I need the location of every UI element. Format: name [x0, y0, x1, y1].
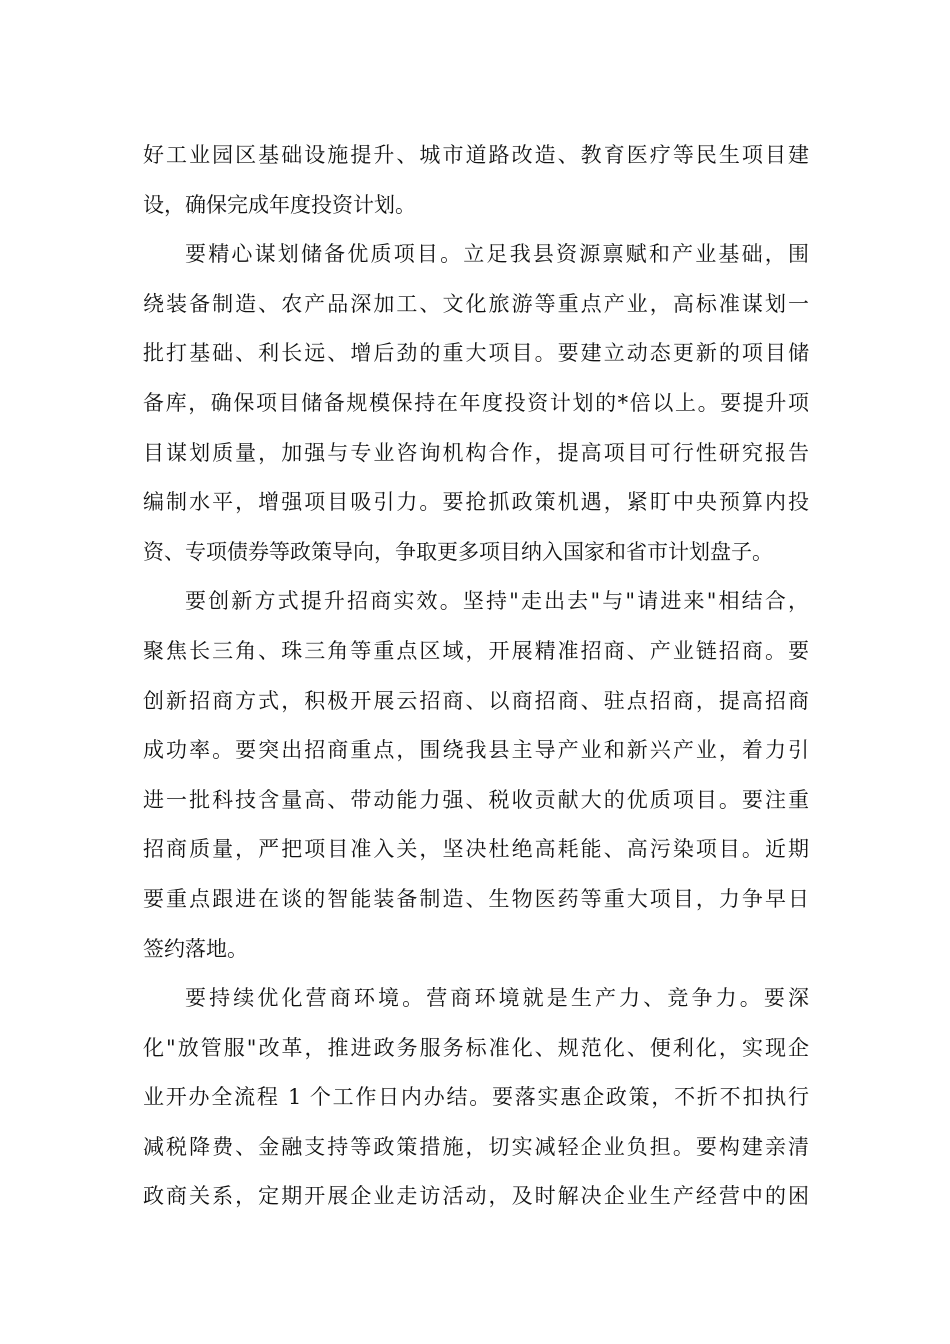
text-line: 聚焦长三角、珠三角等重点区域，开展精准招商、产业链招商。要	[143, 638, 809, 663]
text-line: 签约落地。	[143, 936, 248, 961]
text-line: 目谋划质量，加强与专业咨询机构合作，提高项目可行性研究报告	[143, 440, 809, 465]
text-line: 减税降费、金融支持等政策措施，切实减轻企业负担。要构建亲清	[143, 1134, 809, 1159]
text-line: 要重点跟进在谈的智能装备制造、生物医药等重大项目，力争早日	[143, 886, 809, 911]
text-line: 设，确保完成年度投资计划。	[143, 192, 416, 217]
text-line: 绕装备制造、农产品深加工、文化旅游等重点产业，高标准谋划一	[143, 291, 809, 316]
text-line: 要创新方式提升招商实效。坚持"走出去"与"请进来"相结合，	[185, 589, 809, 614]
text-line: 要持续优化营商环境。营商环境就是生产力、竞争力。要深	[185, 986, 809, 1011]
text-line: 创新招商方式，积极开展云招商、以商招商、驻点招商，提高招商	[143, 688, 809, 713]
text-line: 要精心谋划储备优质项目。立足我县资源禀赋和产业基础，围	[185, 242, 809, 267]
text-line: 备库，确保项目储备规模保持在年度投资计划的*倍以上。要提升项	[143, 390, 809, 415]
text-line: 业开办全流程 1 个工作日内办结。要落实惠企政策，不折不扣执行	[143, 1085, 809, 1110]
document-body	[143, 131, 809, 1222]
text-line: 招商质量，严把项目准入关，坚决杜绝高耗能、高污染项目。近期	[143, 837, 809, 862]
text-line: 编制水平，增强项目吸引力。要抢抓政策机遇，紧盯中央预算内投	[143, 490, 809, 515]
text-line: 进一批科技含量高、带动能力强、税收贡献大的优质项目。要注重	[143, 787, 809, 812]
text-line: 化"放管服"改革，推进政务服务标准化、规范化、便利化，实现企	[143, 1035, 809, 1060]
text-line: 资、专项债券等政策导向，争取更多项目纳入国家和省市计划盘子。	[143, 539, 773, 564]
text-line: 批打基础、利长远、增后劲的重大项目。要建立动态更新的项目储	[143, 341, 809, 366]
text-line: 好工业园区基础设施提升、城市道路改造、教育医疗等民生项目建	[143, 143, 809, 167]
text-line: 成功率。要突出招商重点，围绕我县主导产业和新兴产业，着力引	[143, 738, 809, 763]
text-line: 政商关系，定期开展企业走访活动，及时解决企业生产经营中的困	[143, 1184, 809, 1209]
